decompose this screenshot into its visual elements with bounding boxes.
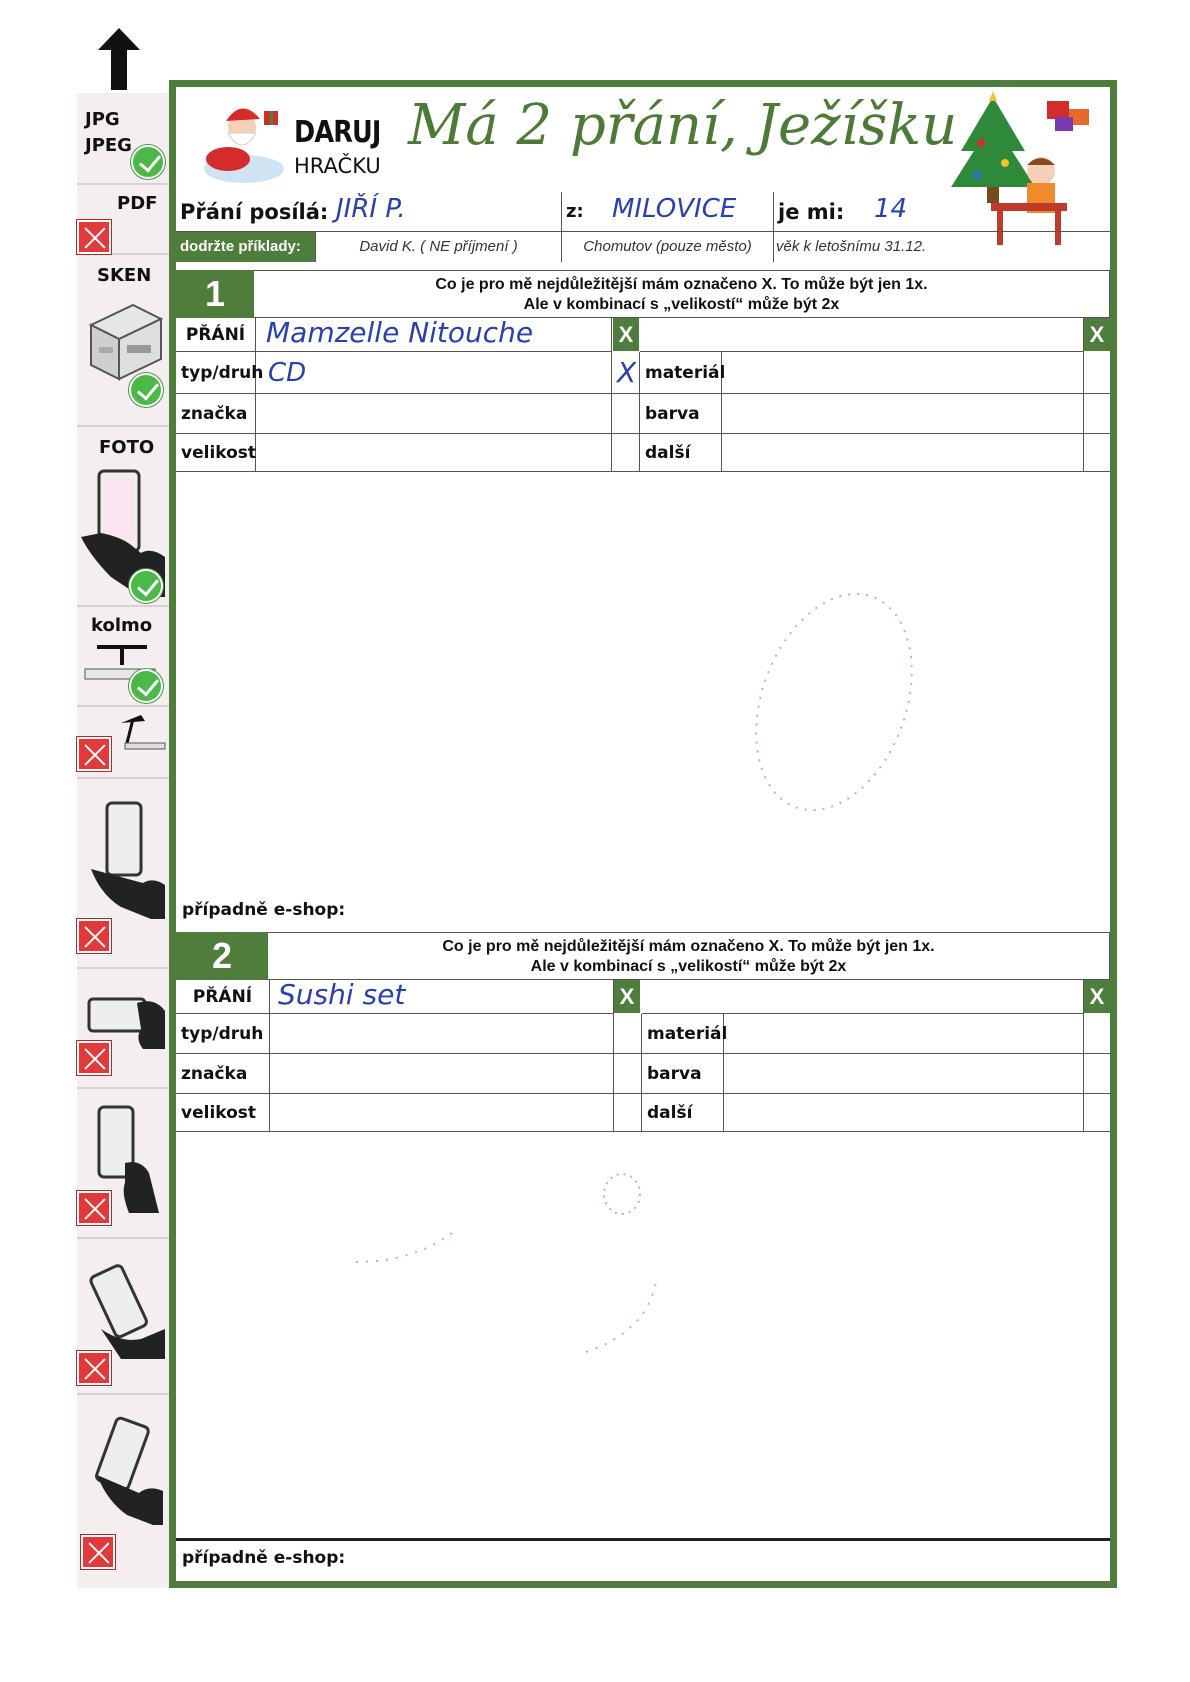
material-importance-box[interactable] [1084,1014,1110,1054]
velikost-importance-box[interactable] [612,434,640,472]
sender-name-cell [176,192,562,232]
strip-angled [77,707,169,779]
page-title: Má 2 přání, Ježíšku [408,93,958,158]
typ-label: typ/druh [176,1014,270,1054]
typ-importance-box[interactable] [614,1014,642,1054]
velikost-label: velikost [176,1094,270,1132]
wish-form [169,80,1117,1588]
dalsi-label: další [642,1094,724,1132]
phone-icon [81,799,165,919]
typ-input[interactable] [270,1014,614,1054]
wish-extra-input[interactable] [640,318,1084,352]
dalsi-importance-box[interactable] [1084,434,1110,472]
wish-importance-mark[interactable]: X [613,318,639,351]
strip-foto [77,427,169,607]
not-allowed-icon [77,220,111,254]
foto-label: FOTO [99,437,155,458]
wish-note [254,270,1110,318]
dalsi-input[interactable] [722,434,1084,472]
znacka-label: značka [176,1054,270,1094]
wish-note-line-2: Ale v kombinací s „velikostí“ může být 2x [530,958,847,975]
wish-value: Mamzelle Nitouche [266,316,534,349]
phone-landscape-icon [85,989,165,1049]
typ-input[interactable] [256,352,612,394]
strip-phone-3 [77,1089,169,1239]
velikost-input[interactable] [270,1094,614,1132]
sken-label: SKEN [97,265,152,286]
wish-number: 2 [176,932,268,980]
znacka-importance-box[interactable] [614,1054,642,1094]
barva-input[interactable] [724,1054,1084,1094]
santa-logo-icon [198,97,294,187]
wish-note-line-2: Ale v kombinací s „velikostí“ může být 2x [523,296,840,313]
wish-note [268,932,1110,980]
typ-label: typ/druh [176,352,256,394]
eshop-label: případně e-shop: [182,1548,346,1568]
strip-phone-1 [77,779,169,969]
angled-icon [117,713,167,753]
brand-line-2: HRAČKU [294,154,381,178]
wish-extra-input[interactable] [642,980,1084,1014]
wish-importance-mark[interactable]: X [614,980,640,1013]
eshop-label: případně e-shop: [182,900,346,920]
wish-drawing-area[interactable] [176,1132,1110,1532]
wish-note-line-1: Co je pro mě nejdůležitější mám označeno X. To může být jen 1x. [442,938,935,955]
velikost-label: velikost [176,434,256,472]
pdf-label: PDF [117,193,158,214]
material-input[interactable] [722,352,1084,394]
material-importance-box[interactable] [1084,352,1110,394]
sender-city-cell [562,192,774,232]
not-allowed-icon [77,1041,111,1075]
wish-label: PŘÁNÍ [176,980,270,1014]
sender-age-cell [774,192,1110,232]
up-arrow-icon [98,28,140,90]
wish-number: 1 [176,270,254,318]
sender-name-value[interactable]: JIŘÍ P. [336,194,406,224]
sender-city-value[interactable]: MILOVICE [612,194,737,224]
wish-label: PŘÁNÍ [176,318,256,352]
strip-sken [77,255,169,427]
eshop-separator [176,1538,1110,1541]
barva-importance-box[interactable] [1084,1054,1110,1094]
barva-importance-box[interactable] [1084,394,1110,434]
strip-pdf [77,185,169,255]
material-label: materiál [640,352,722,394]
brand-logo [294,115,396,178]
material-input[interactable] [724,1014,1084,1054]
name-example: David K. ( NE příjmení ) [316,232,562,262]
form-header [176,87,1110,192]
znacka-input[interactable] [256,394,612,434]
kolmo-label: kolmo [91,615,153,636]
typ-value: CD [268,358,307,388]
phone-tilted-icon [83,1415,163,1525]
brand-line-1: DARUJ [294,115,381,150]
barva-label: barva [640,394,722,434]
znacka-label: značka [176,394,256,434]
strip-phone-5 [77,1395,169,1588]
wish-drawing-area[interactable] [176,472,1110,892]
wish-section-2 [176,932,1110,1588]
velikost-input[interactable] [256,434,612,472]
dalsi-importance-box[interactable] [1084,1094,1110,1132]
strip-kolmo [77,607,169,707]
strip-phone-2 [77,969,169,1089]
velikost-importance-box[interactable] [614,1094,642,1132]
age-label: je mi: [778,200,845,224]
pencil-sketch-icon [176,472,1110,892]
strip-phone-4 [77,1239,169,1395]
barva-label: barva [642,1054,724,1094]
dalsi-input[interactable] [724,1094,1084,1132]
jpeg-label: JPEG [85,135,132,156]
instruction-strip [77,93,169,1588]
wish-section-1 [176,270,1110,932]
strip-jpg [77,93,169,185]
typ-importance-mark: X [617,356,637,389]
barva-input[interactable] [722,394,1084,434]
examples-row [176,232,1110,262]
not-allowed-icon [77,919,111,953]
znacka-input[interactable] [270,1054,614,1094]
pencil-sketch-icon [176,1132,1110,1532]
sender-row [176,192,1110,232]
wish-note-line-1: Co je pro mě nejdůležitější mám označeno X. To může být jen 1x. [435,276,928,293]
wish-extra-importance-mark[interactable]: X [1084,980,1110,1013]
ok-check-icon [129,669,163,703]
material-label: materiál [642,1014,724,1054]
not-allowed-icon [77,737,111,771]
examples-label: dodržte příklady: [176,232,316,262]
znacka-importance-box[interactable] [612,394,640,434]
wish-extra-importance-mark[interactable]: X [1084,318,1110,351]
age-example: věk k letošnímu 31.12. [776,238,927,255]
city-example: Chomutov (pouze město) [562,232,774,262]
ok-check-icon [129,373,163,407]
jpg-label: JPG [85,109,120,130]
not-allowed-icon [81,1535,115,1569]
city-label: z: [566,201,584,222]
scanner-icon [81,295,165,385]
wish-value: Sushi set [278,978,406,1011]
phone-tilted-icon [81,1259,165,1359]
sender-age-value[interactable]: 14 [874,194,908,224]
ok-check-icon [131,145,165,179]
not-allowed-icon [77,1191,111,1225]
not-allowed-icon [77,1351,111,1385]
sender-label: Přání posílá: [180,200,329,224]
dalsi-label: další [640,434,722,472]
ok-check-icon [129,569,163,603]
